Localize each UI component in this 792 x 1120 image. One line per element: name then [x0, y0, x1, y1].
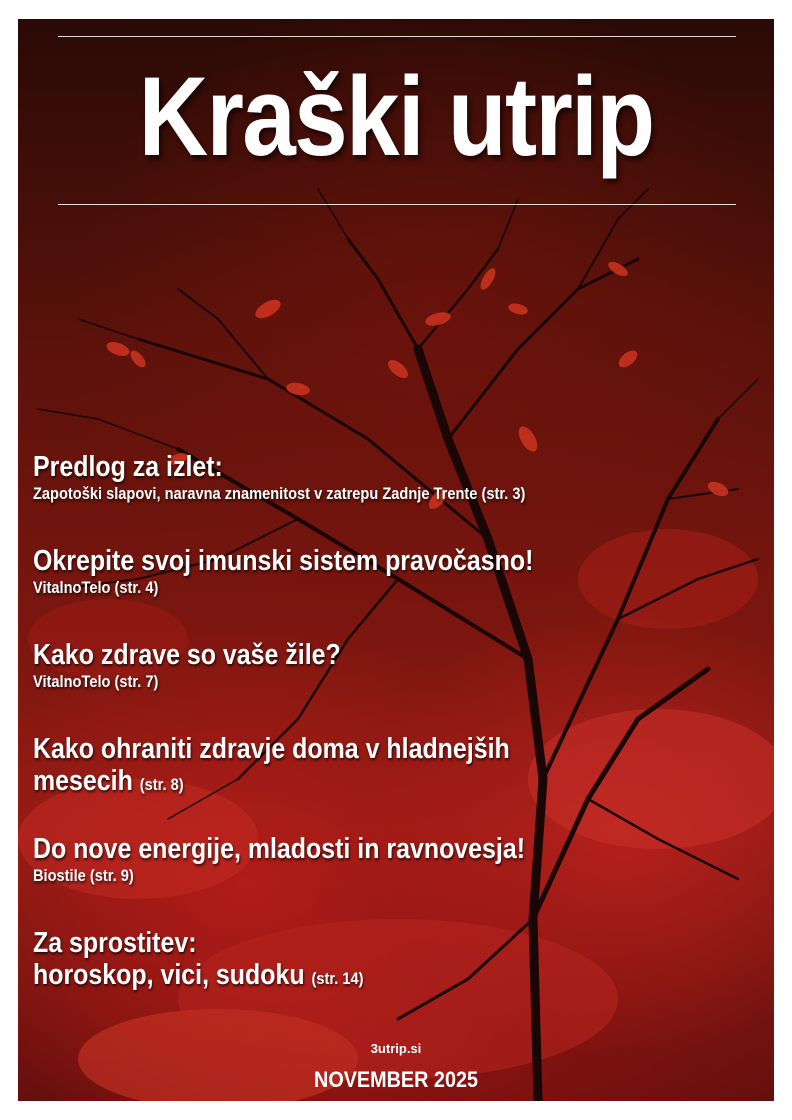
article-item[interactable] — [33, 545, 615, 598]
article-item[interactable] — [33, 733, 587, 801]
article-subtitle: VitalnoTelo (str. 4) — [33, 578, 159, 597]
article-page-ref: (str. 8) — [139, 775, 184, 794]
article-item[interactable] — [33, 451, 605, 504]
article-title: Predlog za izlet: — [33, 451, 223, 483]
masthead-rule-bottom — [58, 204, 736, 205]
article-title: Kako zdrave so vaše žile? — [33, 639, 341, 671]
article-title: Okrepite svoj imunski sistem pravočasno! — [33, 545, 534, 577]
footer-issue-date: NOVEMBER 2025 — [314, 1067, 478, 1092]
cover-photo — [18, 19, 774, 1101]
masthead-rule-top — [58, 36, 736, 37]
article-title-line — [33, 765, 510, 801]
article-item[interactable] — [33, 927, 417, 995]
masthead-title: Kraški utrip — [138, 54, 654, 179]
article-title-line: Kako ohraniti zdravje doma v hladnejših — [33, 733, 510, 765]
article-title — [33, 733, 510, 801]
article-title — [33, 927, 364, 995]
article-item[interactable] — [33, 833, 605, 886]
article-page-ref: (str. 14) — [311, 969, 364, 988]
article-subtitle: Biostile (str. 9) — [33, 866, 134, 885]
article-title: Do nove energije, mladosti in ravnovesja! — [33, 833, 526, 865]
article-title-line — [33, 959, 364, 995]
article-subtitle: VitalnoTelo (str. 7) — [33, 672, 159, 691]
article-subtitle: Zapotoški slapovi, naravna znamenitost v zatrepu Zadnje Trente (str. 3) — [33, 484, 526, 503]
article-title-text: mesecih — [33, 765, 133, 797]
footer-website[interactable]: 3utrip.si — [370, 1041, 422, 1056]
article-item[interactable] — [33, 639, 391, 692]
article-title-text: horoskop, vici, sudoku — [33, 959, 305, 991]
article-title-line: Za sprostitev: — [33, 927, 197, 959]
